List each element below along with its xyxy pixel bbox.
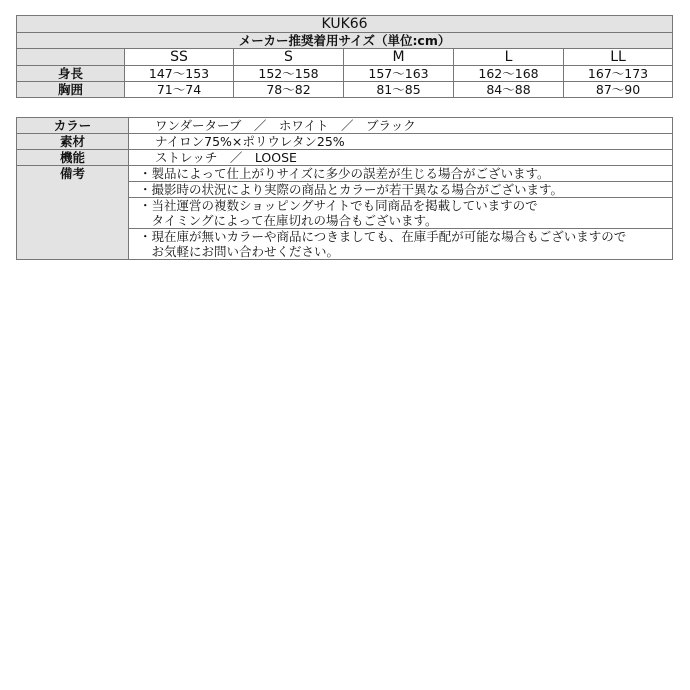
note-item-2 <box>129 182 673 198</box>
function-label: 機能 <box>17 150 129 166</box>
height-label: 身長 <box>17 66 125 82</box>
notes-label: 備考 <box>17 166 129 260</box>
material-value: ナイロン75%×ポリウレタン25% <box>129 134 673 150</box>
note-1-line-1: ・製品によって仕上がりサイズに多少の誤差が生じる場合がございます。 <box>139 166 550 181</box>
note-3-line-2: タイミングによって在庫切れの場合もございます。 <box>139 213 438 228</box>
material-label: 素材 <box>17 134 129 150</box>
size-header-s: S <box>234 49 344 66</box>
chest-label: 胸囲 <box>17 82 125 98</box>
color-value: ワンダーターブ ／ ホワイト ／ ブラック <box>129 118 673 134</box>
height-l: 162～168 <box>454 66 564 82</box>
size-header-m: M <box>344 49 454 66</box>
function-row <box>17 150 673 166</box>
notes-row-1 <box>17 166 673 182</box>
height-ss: 147～153 <box>125 66 234 82</box>
product-spec-table <box>16 117 673 260</box>
height-ll: 167～173 <box>564 66 673 82</box>
size-header-ss: SS <box>125 49 234 66</box>
size-chart-subtitle-row <box>17 33 673 49</box>
note-item-4 <box>129 229 673 260</box>
chest-s: 78～82 <box>234 82 344 98</box>
model-number: KUK66 <box>17 16 673 33</box>
size-header-row <box>17 49 673 66</box>
size-header-corner <box>17 49 125 66</box>
note-item-1 <box>129 166 673 182</box>
height-row <box>17 66 673 82</box>
chest-l: 84～88 <box>454 82 564 98</box>
note-item-3 <box>129 198 673 229</box>
size-chart-title-row <box>17 16 673 33</box>
chest-ss: 71～74 <box>125 82 234 98</box>
note-2-line-1: ・撮影時の状況により実際の商品とカラーが若干異なる場合がございます。 <box>139 182 564 197</box>
height-s: 152～158 <box>234 66 344 82</box>
chest-ll: 87～90 <box>564 82 673 98</box>
function-value: ストレッチ ／ LOOSE <box>129 150 673 166</box>
size-chart-subtitle: メーカー推奨着用サイズ（単位:cm） <box>17 33 673 49</box>
chest-m: 81～85 <box>344 82 454 98</box>
color-label: カラー <box>17 118 129 134</box>
chest-row <box>17 82 673 98</box>
size-chart-table <box>16 15 673 98</box>
size-header-l: L <box>454 49 564 66</box>
note-3-line-1: ・当社運営の複数ショッピングサイトでも同商品を掲載していますので <box>139 198 538 213</box>
size-header-ll: LL <box>564 49 673 66</box>
note-4-line-1: ・現在庫が無いカラーや商品につきましても、在庫手配が可能な場合もございますので <box>139 229 627 244</box>
height-m: 157～163 <box>344 66 454 82</box>
color-row <box>17 118 673 134</box>
note-4-line-2: お気軽にお問い合わせください。 <box>139 244 340 259</box>
material-row <box>17 134 673 150</box>
